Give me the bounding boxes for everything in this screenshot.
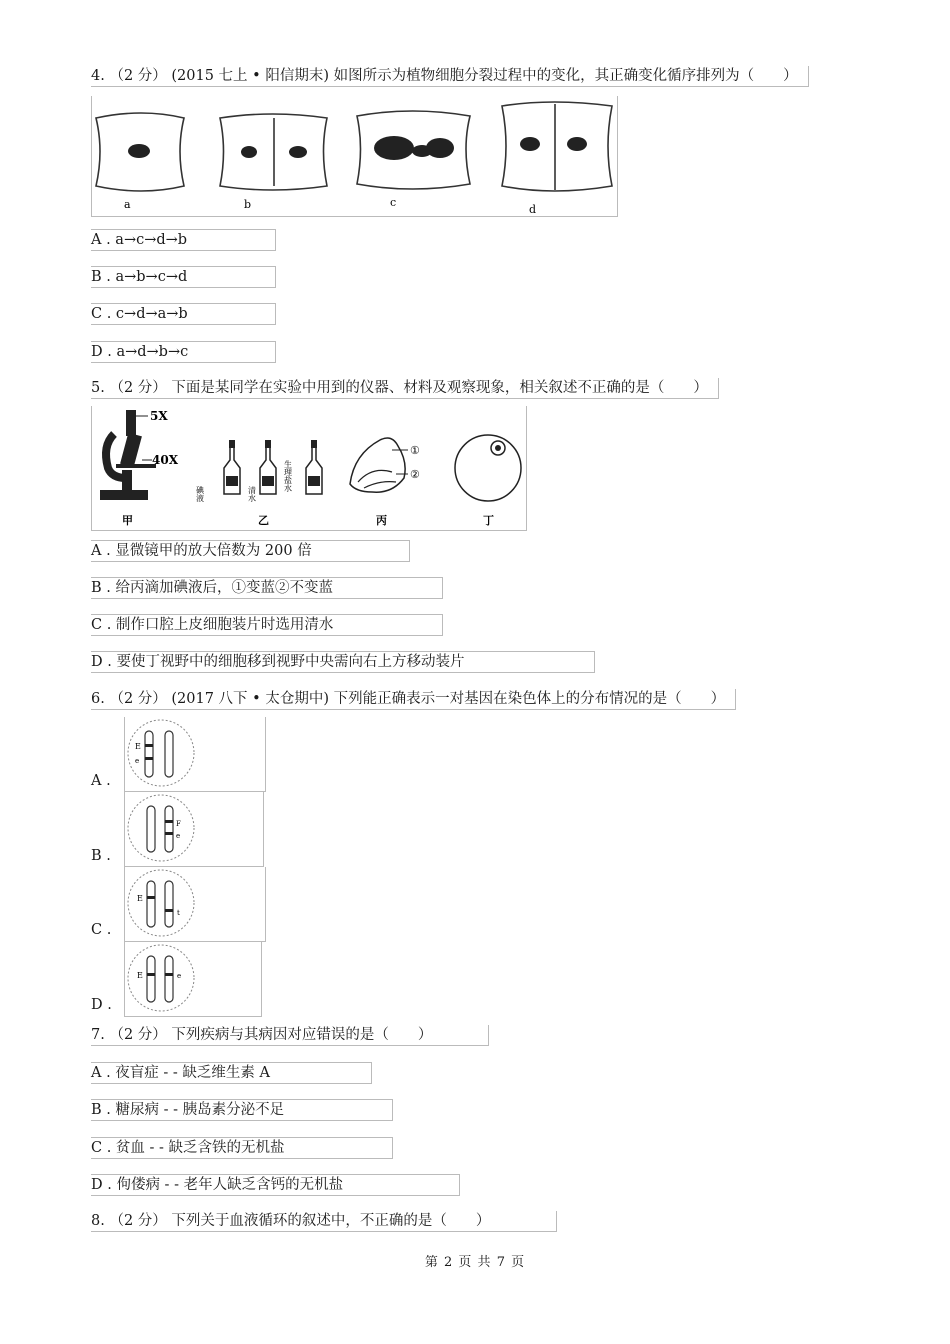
q4-figure (91, 96, 618, 217)
fig-label-c: c (390, 196, 397, 209)
q5-option-d[interactable]: D . 要使丁视野中的细胞移到视野中央需向右上方移动装片 (91, 651, 595, 673)
mag-objective: 40X (152, 453, 179, 467)
gene-label-a2: e (135, 757, 140, 765)
cell-c (357, 111, 470, 189)
fig-label-a: a (124, 198, 131, 211)
q4-option-c[interactable]: C . c→d→a→b (91, 303, 276, 325)
q5-option-a[interactable]: A . 显微镜甲的放大倍数为 200 倍 (91, 540, 410, 562)
gene-label-b2: e (176, 832, 181, 840)
view-field-figure (455, 435, 521, 527)
circled-2: ② (410, 468, 420, 481)
bottle-label-2: 清水 (247, 486, 257, 502)
q5-figure (91, 406, 527, 531)
q4-option-d[interactable]: D . a→d→b→c (91, 341, 276, 363)
q7-option-a[interactable]: A . 夜盲症 - - 缺乏维生素 A (91, 1062, 372, 1084)
bottle-label-1: 碘液 (195, 486, 205, 502)
q7-option-d[interactable]: D . 佝偻病 - - 老年人缺乏含钙的无机盐 (91, 1174, 460, 1196)
gene-label-b1: F (176, 820, 181, 828)
q6-option-b-label[interactable]: B . (91, 848, 111, 864)
microscope-figure (100, 409, 179, 527)
panel-label-ding: 丁 (483, 514, 494, 527)
q5-option-c[interactable]: C . 制作口腔上皮细胞装片时选用清水 (91, 614, 443, 636)
page-footer: 第 2 页 共 7 页 (424, 1255, 526, 1270)
q5-option-b[interactable]: B . 给丙滴加碘液后，①变蓝②不变蓝 (91, 577, 443, 599)
q7-option-c[interactable]: C . 贫血 - - 缺乏含铁的无机盐 (91, 1137, 393, 1159)
cell-d (502, 102, 612, 191)
q4-stem: 4. （2 分） (2015 七上 • 阳信期末) 如图所示为植物细胞分裂过程中的变化，其正确变化循序排列为（ ） (91, 66, 809, 87)
q5-stem: 5. （2 分） 下面是某同学在实验中用到的仪器、材料及观察现象，相关叙述不正确的是（ ） (91, 378, 719, 399)
fig-label-d: d (529, 203, 537, 216)
gene-label-a1: E (135, 742, 141, 751)
gene-label-c1: E (137, 894, 143, 903)
panel-label-bing: 丙 (376, 514, 387, 527)
gene-label-d2: e (177, 972, 182, 980)
q6-option-a-image[interactable] (124, 717, 266, 792)
panel-label-jia: 甲 (122, 514, 133, 527)
bottle-label-3: 生理盐水 (283, 460, 293, 492)
q8-stem: 8. （2 分） 下列关于血液循环的叙述中，不正确的是（ ） (91, 1211, 557, 1232)
bottles-figure (195, 440, 323, 527)
panel-label-yi: 乙 (258, 514, 269, 527)
q6-option-a-label[interactable]: A . (91, 773, 111, 789)
q7-option-b[interactable]: B . 糖尿病 - - 胰岛素分泌不足 (91, 1099, 393, 1121)
seed-figure (350, 438, 420, 527)
q6-option-d-label[interactable]: D . (91, 997, 112, 1013)
mag-eyepiece: 5X (150, 409, 168, 423)
q4-option-b[interactable]: B . a→b→c→d (91, 266, 276, 288)
cell-a (96, 113, 184, 191)
q6-option-d-image[interactable] (124, 942, 262, 1017)
q4-option-a[interactable]: A . a→c→d→b (91, 229, 276, 251)
q7-stem: 7. （2 分） 下列疾病与其病因对应错误的是（ ） (91, 1025, 489, 1046)
q6-option-b-image[interactable] (124, 792, 264, 867)
q6-stem: 6. （2 分） (2017 八下 • 太仓期中) 下列能正确表示一对基因在染色体上的分布情况的是（ ） (91, 689, 736, 710)
q6-option-c-image[interactable] (124, 867, 266, 942)
gene-label-c2: t (177, 909, 180, 917)
fig-label-b: b (244, 198, 252, 211)
gene-label-d1: E (137, 971, 143, 980)
cell-b (220, 114, 327, 190)
circled-1: ① (410, 444, 420, 457)
q6-option-c-label[interactable]: C . (91, 922, 112, 938)
